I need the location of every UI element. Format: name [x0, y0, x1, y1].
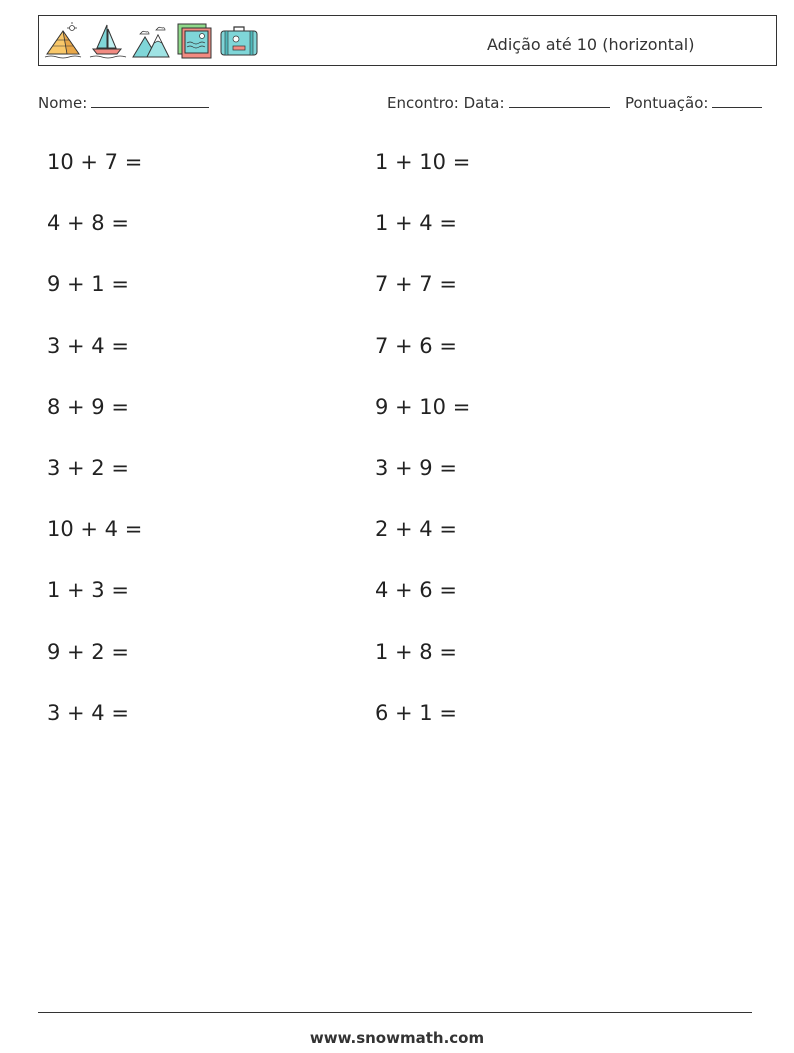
suitcase-icon — [219, 21, 259, 61]
score-blank[interactable] — [712, 93, 762, 108]
problem-right-2: 1 + 4 = — [375, 211, 457, 236]
date-blank[interactable] — [509, 93, 610, 108]
pyramid-icon — [43, 21, 83, 61]
footer-divider — [38, 1012, 752, 1013]
score-field — [625, 93, 762, 112]
problem-right-6: 3 + 9 = — [375, 456, 457, 480]
photos-icon — [175, 21, 215, 61]
name-blank[interactable] — [91, 93, 209, 108]
problem-left-9: 9 + 2 = — [47, 639, 129, 664]
problem-left-6: 3 + 2 = — [47, 456, 129, 480]
problem-left-1: 10 + 7 = — [47, 150, 143, 174]
problem-right-7: 2 + 4 = — [375, 517, 457, 542]
problem-left-2: 4 + 8 = — [47, 211, 129, 236]
problem-right-5: 9 + 10 = — [375, 394, 471, 419]
problem-left-3: 9 + 1 = — [47, 272, 129, 297]
worksheet-title: Adição até 10 (horizontal) — [487, 35, 695, 54]
meeting-date-label: Encontro: Data: — [387, 94, 505, 112]
problem-right-4: 7 + 6 = — [375, 333, 457, 358]
problem-right-9: 1 + 8 = — [375, 639, 457, 664]
problem-left-4: 3 + 4 = — [47, 333, 129, 358]
problem-left-7: 10 + 4 = — [47, 517, 143, 542]
score-label: Pontuação: — [625, 94, 709, 112]
problem-right-8: 4 + 6 = — [375, 578, 457, 603]
problem-left-5: 8 + 9 = — [47, 394, 129, 419]
meeting-date-field — [387, 93, 610, 112]
name-label: Nome: — [38, 94, 88, 112]
problem-right-1: 1 + 10 = — [375, 150, 471, 174]
footer-website: www.snowmath.com — [309, 1029, 485, 1047]
worksheet-header — [38, 15, 777, 66]
problem-right-3: 7 + 7 = — [375, 272, 457, 297]
problem-left-8: 1 + 3 = — [47, 578, 129, 603]
name-field — [38, 93, 209, 112]
sailboat-icon — [87, 21, 127, 61]
problem-left-10: 3 + 4 = — [47, 700, 129, 725]
header-icons — [43, 20, 259, 62]
problem-right-10: 6 + 1 = — [375, 700, 457, 725]
mountains-icon — [131, 21, 171, 61]
